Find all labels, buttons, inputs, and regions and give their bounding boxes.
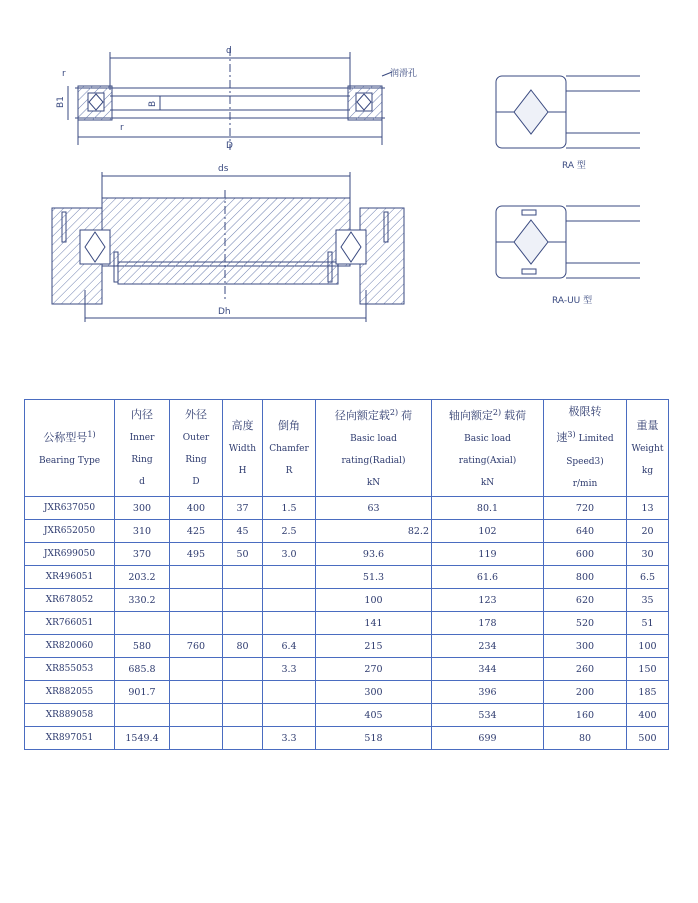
header-limit-speed (544, 400, 627, 497)
cell-radial: 518 (316, 727, 432, 750)
table-row (25, 658, 669, 681)
cell-radial: 300 (316, 681, 432, 704)
cell-model: JXR652050 (25, 520, 115, 543)
header-cn: 速 (556, 431, 568, 445)
header-outer-ring (170, 400, 223, 497)
table-row (25, 612, 669, 635)
cell-speed: 300 (544, 635, 627, 658)
header-en: d (139, 476, 145, 487)
cell-outer (170, 704, 223, 727)
cell-radial: 215 (316, 635, 432, 658)
cell-width (223, 658, 263, 681)
cell-axial: 61.6 (432, 566, 544, 589)
header-bearing-type (25, 400, 115, 497)
cell-chamfer: 3.3 (263, 658, 316, 681)
header-en: Chamfer (269, 443, 309, 454)
header-sup: 2) (389, 407, 399, 417)
cell-width: 50 (223, 543, 263, 566)
header-cn: 倒角 (278, 418, 300, 432)
cell-inner: 1549.4 (115, 727, 170, 750)
label-r-bottom: r (120, 123, 124, 133)
cell-speed: 800 (544, 566, 627, 589)
header-en: D (192, 476, 200, 487)
cell-width (223, 704, 263, 727)
header-en: H (238, 465, 247, 476)
table-row (25, 566, 669, 589)
header-sup: 3) (567, 430, 576, 440)
table-body (25, 497, 669, 750)
cell-outer: 425 (170, 520, 223, 543)
label-oil-hole: 润滑孔 (390, 69, 418, 79)
cell-model: XR882055 (25, 681, 115, 704)
cell-width: 45 (223, 520, 263, 543)
cell-weight: 51 (627, 612, 669, 635)
cell-weight: 500 (627, 727, 669, 750)
header-en: rating(Radial) (341, 456, 406, 467)
header-en: Limited (578, 434, 614, 445)
header-cn: 高度 (231, 418, 254, 432)
label-B1: B1 (56, 96, 66, 108)
cell-chamfer: 1.5 (263, 497, 316, 520)
cell-speed: 80 (544, 727, 627, 750)
header-cn: 外径 (185, 407, 207, 421)
header-en: Inner (129, 432, 155, 443)
cell-chamfer (263, 566, 316, 589)
cell-inner: 685.8 (115, 658, 170, 681)
cell-model: XR678052 (25, 589, 115, 612)
cell-inner: 330.2 (115, 589, 170, 612)
cell-axial: 119 (432, 543, 544, 566)
table-row (25, 497, 669, 520)
header-en: Basic load (464, 434, 511, 445)
cell-width: 37 (223, 497, 263, 520)
table-row (25, 727, 669, 750)
header-en: Outer (182, 432, 210, 443)
header-cn: 公称型号 (43, 431, 88, 445)
header-en: Weight (631, 443, 664, 454)
cell-weight: 20 (627, 520, 669, 543)
cell-radial: 100 (316, 589, 432, 612)
label-ra-uu-type: RA-UU 型 (552, 296, 593, 306)
cell-inner: 580 (115, 635, 170, 658)
cell-model: XR897051 (25, 727, 115, 750)
header-chamfer (263, 400, 316, 497)
cell-chamfer (263, 612, 316, 635)
cell-weight: 100 (627, 635, 669, 658)
cell-speed: 200 (544, 681, 627, 704)
header-cn: 轴向额定 (448, 409, 493, 423)
cell-chamfer: 3.3 (263, 727, 316, 750)
cell-speed: 260 (544, 658, 627, 681)
cell-axial: 123 (432, 589, 544, 612)
header-cn: 极限转 (568, 405, 602, 419)
cell-speed: 720 (544, 497, 627, 520)
header-en: kN (480, 478, 495, 489)
label-r-top: r (62, 69, 66, 79)
cell-width (223, 727, 263, 750)
cell-outer (170, 589, 223, 612)
header-radial-load (316, 400, 432, 497)
cell-outer: 400 (170, 497, 223, 520)
spec-table (24, 399, 669, 750)
header-sup: 1) (87, 429, 96, 439)
cell-radial: 405 (316, 704, 432, 727)
header-cn: 径向额定载 (334, 409, 390, 423)
header-en: Speed3) (566, 456, 604, 467)
cell-outer (170, 566, 223, 589)
header-en: Width (228, 443, 257, 454)
cell-inner: 901.7 (115, 681, 170, 704)
cell-model: XR766051 (25, 612, 115, 635)
header-en: Bearing Type (38, 456, 101, 467)
table-header-row (25, 400, 669, 497)
cell-radial: 82.2 (316, 520, 432, 543)
cell-model: XR820060 (25, 635, 115, 658)
cell-weight: 185 (627, 681, 669, 704)
cell-axial: 396 (432, 681, 544, 704)
label-B: B (148, 100, 158, 107)
cell-chamfer: 6.4 (263, 635, 316, 658)
table-row (25, 543, 669, 566)
cell-weight: 150 (627, 658, 669, 681)
cell-outer (170, 727, 223, 750)
cell-chamfer (263, 704, 316, 727)
bearing-section-bottom (52, 172, 404, 322)
bearing-section-top (68, 48, 392, 150)
cell-outer (170, 612, 223, 635)
cell-model: JXR699050 (25, 543, 115, 566)
cell-axial: 178 (432, 612, 544, 635)
cell-inner (115, 704, 170, 727)
cell-weight: 30 (627, 543, 669, 566)
cell-model: XR855053 (25, 658, 115, 681)
cell-outer (170, 658, 223, 681)
header-en: Ring (131, 454, 153, 465)
table-row (25, 520, 669, 543)
bearing-drawings (0, 0, 698, 330)
cell-axial: 234 (432, 635, 544, 658)
cell-radial: 63 (316, 497, 432, 520)
cell-axial: 534 (432, 704, 544, 727)
cell-inner: 310 (115, 520, 170, 543)
header-weight (627, 400, 669, 497)
label-d-top: d (226, 46, 232, 56)
cell-axial: 102 (432, 520, 544, 543)
cell-chamfer (263, 681, 316, 704)
cell-speed: 640 (544, 520, 627, 543)
header-en: r/min (572, 478, 598, 489)
cell-width (223, 612, 263, 635)
cell-width (223, 566, 263, 589)
header-en: Basic load (350, 434, 397, 445)
cell-model: XR496051 (25, 566, 115, 589)
cell-chamfer (263, 589, 316, 612)
table-row (25, 635, 669, 658)
cell-weight: 400 (627, 704, 669, 727)
cell-axial: 699 (432, 727, 544, 750)
header-sup: 2) (492, 407, 502, 417)
cell-inner (115, 612, 170, 635)
spec-table-wrap (24, 399, 669, 750)
cell-weight: 13 (627, 497, 669, 520)
header-inner-ring (115, 400, 170, 497)
cell-speed: 520 (544, 612, 627, 635)
header-en: R (285, 465, 293, 476)
header-cn: 荷 (401, 409, 413, 423)
label-ra-type: RA 型 (562, 161, 586, 171)
cell-inner: 300 (115, 497, 170, 520)
cell-inner: 203.2 (115, 566, 170, 589)
cell-chamfer: 2.5 (263, 520, 316, 543)
header-en: Ring (185, 454, 207, 465)
header-en: kg (641, 465, 654, 476)
cell-radial: 51.3 (316, 566, 432, 589)
cell-radial: 270 (316, 658, 432, 681)
header-en: rating(Axial) (458, 456, 517, 467)
cell-model: XR889058 (25, 704, 115, 727)
cell-axial: 344 (432, 658, 544, 681)
cell-width: 80 (223, 635, 263, 658)
cell-model: JXR637050 (25, 497, 115, 520)
cell-width (223, 681, 263, 704)
table-row (25, 704, 669, 727)
cell-weight: 6.5 (627, 566, 669, 589)
label-ds: ds (218, 164, 229, 174)
table-row (25, 589, 669, 612)
cell-outer: 760 (170, 635, 223, 658)
header-cn: 重量 (636, 418, 659, 432)
cell-inner: 370 (115, 543, 170, 566)
cell-axial: 80.1 (432, 497, 544, 520)
ra-type-detail (496, 76, 640, 148)
header-cn: 载荷 (504, 409, 527, 423)
header-width (223, 400, 263, 497)
cell-outer (170, 681, 223, 704)
cell-outer: 495 (170, 543, 223, 566)
table-row (25, 681, 669, 704)
cell-width (223, 589, 263, 612)
label-D-top: D (226, 141, 233, 151)
header-cn: 内径 (131, 407, 153, 421)
cell-weight: 35 (627, 589, 669, 612)
cell-speed: 160 (544, 704, 627, 727)
label-Dh: Dh (218, 307, 231, 317)
header-axial-load (432, 400, 544, 497)
cell-radial: 141 (316, 612, 432, 635)
header-en: kN (366, 478, 381, 489)
cell-chamfer: 3.0 (263, 543, 316, 566)
ra-uu-type-detail (496, 206, 640, 278)
cell-radial: 93.6 (316, 543, 432, 566)
cell-speed: 600 (544, 543, 627, 566)
cell-speed: 620 (544, 589, 627, 612)
